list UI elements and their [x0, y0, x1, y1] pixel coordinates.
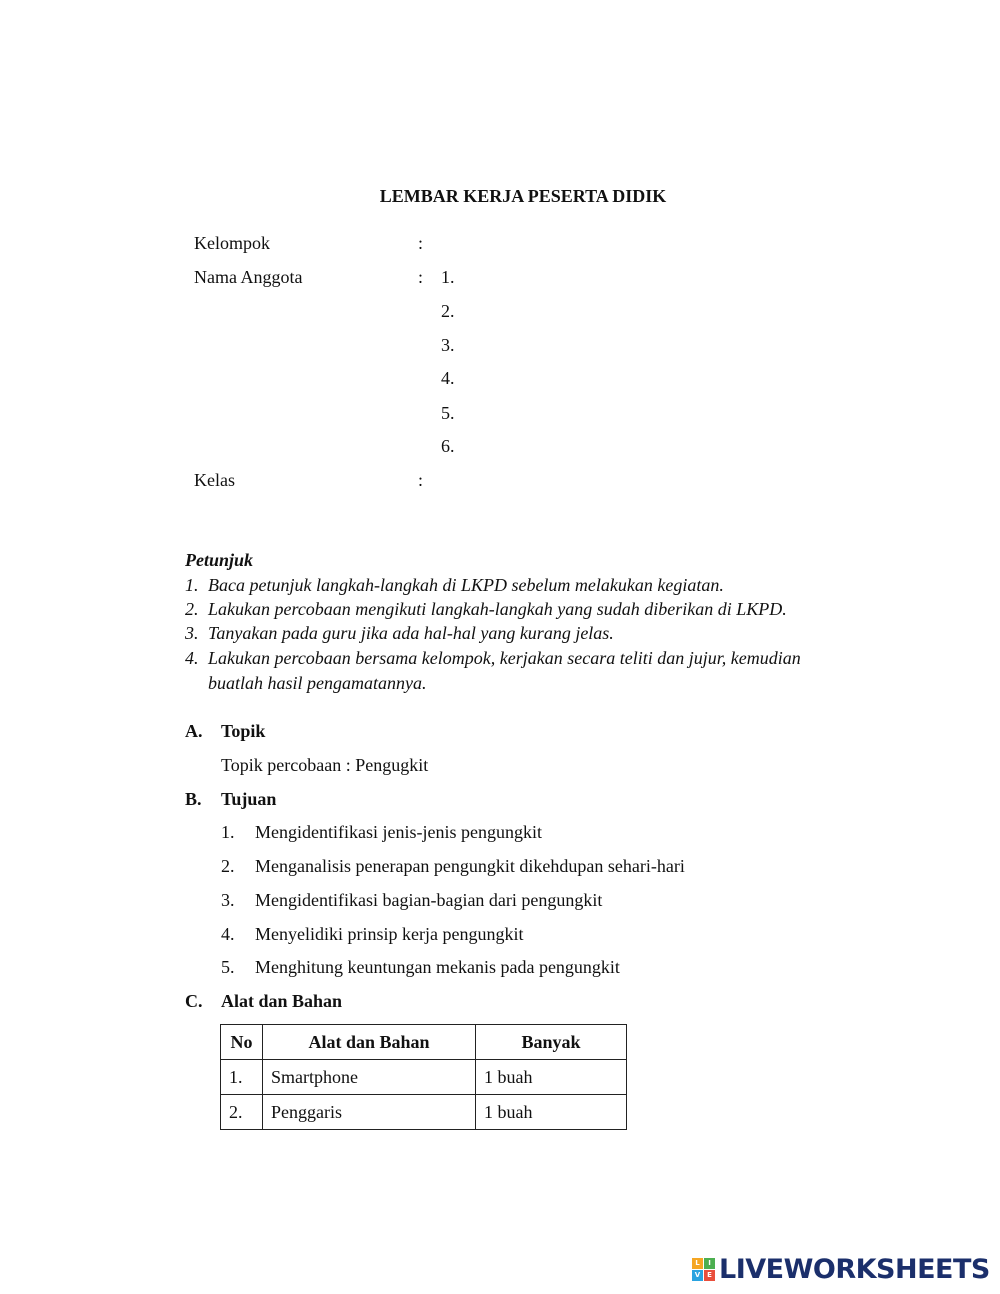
class-colon: : — [418, 470, 424, 490]
goal-number: 3. — [221, 890, 235, 910]
goal-text: Mengidentifikasi jenis-jenis pengungkit — [255, 822, 542, 842]
class-label: Kelas — [194, 470, 235, 490]
instruction-text: Tanyakan pada guru jika ada hal-hal yang kurang jelas. — [208, 623, 614, 643]
goal-text: Menghitung keuntungan mekanis pada pengungkit — [255, 957, 620, 977]
instruction-number: 1. — [185, 575, 199, 595]
section-a-letter: A. — [185, 721, 203, 741]
goal-number: 5. — [221, 957, 235, 977]
instruction-text: Lakukan percobaan mengikuti langkah-langkah yang sudah diberikan di LKPD. — [208, 599, 787, 619]
goal-text: Mengidentifikasi bagian-bagian dari pengungkit — [255, 890, 603, 910]
member-number: 5. — [441, 403, 455, 423]
section-c-letter: C. — [185, 991, 203, 1011]
member-number: 2. — [441, 301, 455, 321]
instruction-text: buatlah hasil pengamatannya. — [208, 673, 427, 693]
header-quantity: Banyak — [476, 1025, 627, 1060]
instruction-text: Lakukan percobaan bersama kelompok, kerjakan secara teliti dan jujur, kemudian — [208, 648, 801, 668]
instructions-title: Petunjuk — [185, 550, 254, 570]
section-b-title: Tujuan — [221, 789, 277, 809]
goal-text: Menganalisis penerapan pengungkit dikehdupan sehari-hari — [255, 856, 685, 876]
logo-tile: I — [704, 1258, 715, 1269]
liveworksheets-logo-icon — [692, 1258, 715, 1281]
table-header-row — [221, 1025, 627, 1060]
table-row — [221, 1095, 627, 1130]
cell-no: 2. — [221, 1095, 263, 1130]
member-number: 4. — [441, 368, 455, 388]
cell-no: 1. — [221, 1060, 263, 1095]
goal-number: 4. — [221, 924, 235, 944]
header-item: Alat dan Bahan — [263, 1025, 476, 1060]
member-number: 1. — [441, 267, 455, 287]
section-c-title: Alat dan Bahan — [221, 991, 343, 1011]
goal-number: 2. — [221, 856, 235, 876]
liveworksheets-brand — [692, 1252, 990, 1286]
member-number: 6. — [441, 436, 455, 456]
instruction-number: 4. — [185, 648, 199, 668]
instruction-text: Baca petunjuk langkah-langkah di LKPD sebelum melakukan kegiatan. — [208, 575, 724, 595]
cell-quantity: 1 buah — [476, 1095, 627, 1130]
cell-item: Penggaris — [263, 1095, 476, 1130]
members-label: Nama Anggota — [194, 267, 303, 287]
cell-quantity: 1 buah — [476, 1060, 627, 1095]
worksheet-title: LEMBAR KERJA PESERTA DIDIK — [379, 186, 667, 206]
goal-text: Menyelidiki prinsip kerja pengungkit — [255, 924, 524, 944]
cell-item: Smartphone — [263, 1060, 476, 1095]
logo-tile: L — [692, 1258, 703, 1269]
member-number: 3. — [441, 335, 455, 355]
instruction-number: 3. — [185, 623, 199, 643]
brand-name: LIVEWORKSHEETS — [719, 1253, 990, 1285]
section-a-title: Topik — [221, 721, 266, 741]
instruction-number: 2. — [185, 599, 199, 619]
table-row — [221, 1060, 627, 1095]
members-colon: : — [418, 267, 424, 287]
topic-text: Topik percobaan : Pengugkit — [221, 755, 429, 775]
header-no: No — [221, 1025, 263, 1060]
goal-number: 1. — [221, 822, 235, 842]
group-label: Kelompok — [194, 233, 270, 253]
tools-table — [220, 1024, 627, 1130]
group-colon: : — [418, 233, 424, 253]
logo-tile: E — [704, 1270, 715, 1281]
logo-tile: V — [692, 1270, 703, 1281]
section-b-letter: B. — [185, 789, 202, 809]
